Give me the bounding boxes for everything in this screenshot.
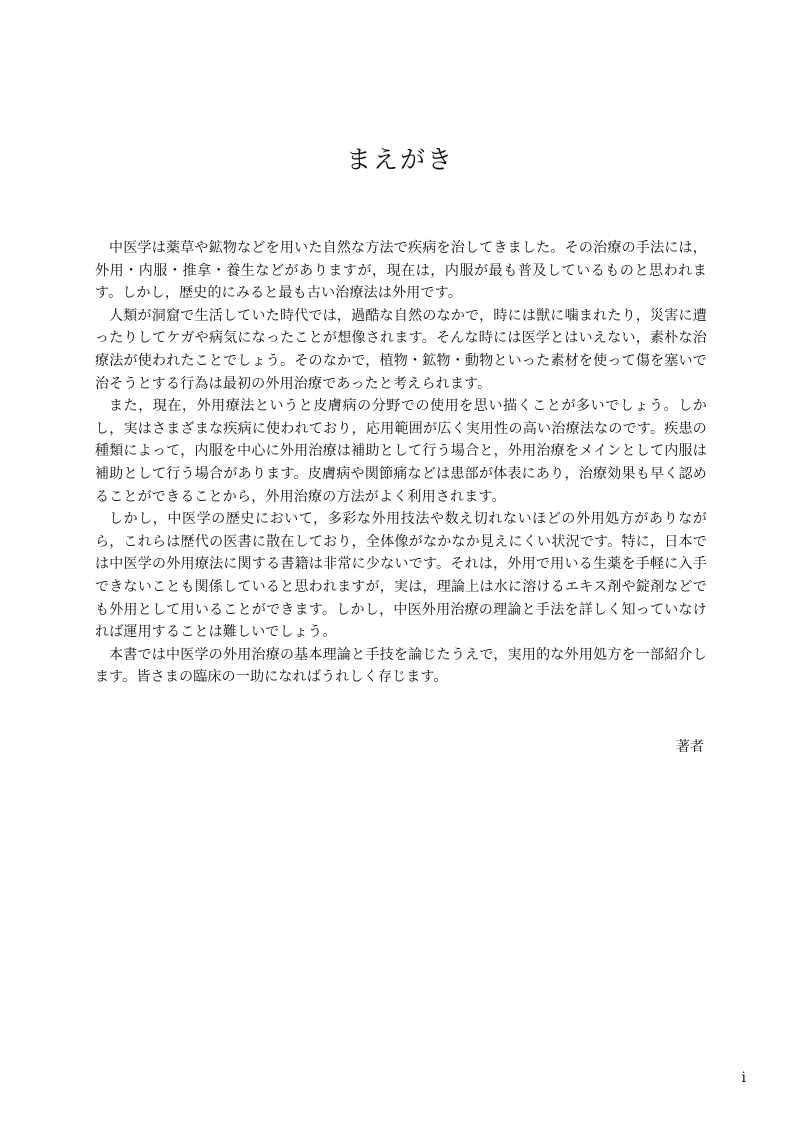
author-signature: 著者	[676, 739, 704, 755]
paragraph-2: 人類が洞窟で生活していた時代では，過酷な自然のなかで，時には獣に噛まれたり，災害に遭ったりしてケガや病気になったことが想像されます。そんな時には医学とはいえない，素朴な治療法が使われたことでしょう。そのなかで，植物・鉱物・動物といった素材を使って傷を塞いで治そうとする行為は最初の外用治療であったと考えられます。	[95, 307, 707, 392]
paragraph-3: また，現在，外用療法というと皮膚病の分野での使用を思い描くことが多いでしょう。しかし，実はさまざまな疾病に使われており，応用範囲が広く実用性の高い治療法なのです。疾患の種類によって，内服を中心に外用治療は補助として行う場合と，外用治療をメインとして内服は補助として行う場合があります。皮膚病や関節痛などは患部が体表にあり，治療効果も早く認めることができることから，外用治療の方法がよく利用されます。	[95, 398, 707, 505]
page-title: まえがき	[345, 145, 454, 174]
page-number: i	[741, 1070, 746, 1086]
paragraph-4: しかし，中医学の歴史において，多彩な外用技法や数え切れないほどの外用処方がありながら，これらは歴代の医書に散在しており，全体像がなかなか見えにくい状況です。特に，日本では中医学の外用療法に関する書籍は非常に少ないです。それは，外用で用いる生薬を手軽に入手できないことも関係していると思われますが，実は，理論上は水に溶けるエキス剤や錠剤などでも外用として用いることができます。しかし，中医外用治療の理論と手法を詳しく知っていなければ運用することは難しいでしょう。	[95, 511, 707, 641]
preface-body	[95, 237, 707, 689]
paragraph-5: 本書では中医学の外用治療の基本理論と手技を論じたうえで，実用的な外用処方を一部紹介します。皆さまの臨床の一助になればうれしく存じます。	[95, 646, 707, 686]
paragraph-1: 中医学は薬草や鉱物などを用いた自然な方法で疾病を治してきました。その治療の手法には，外用・内服・推拿・養生などがありますが，現在は，内服が最も普及しているものと思われます。しかし，歴史的にみると最も古い治療法は外用です。	[95, 240, 707, 302]
